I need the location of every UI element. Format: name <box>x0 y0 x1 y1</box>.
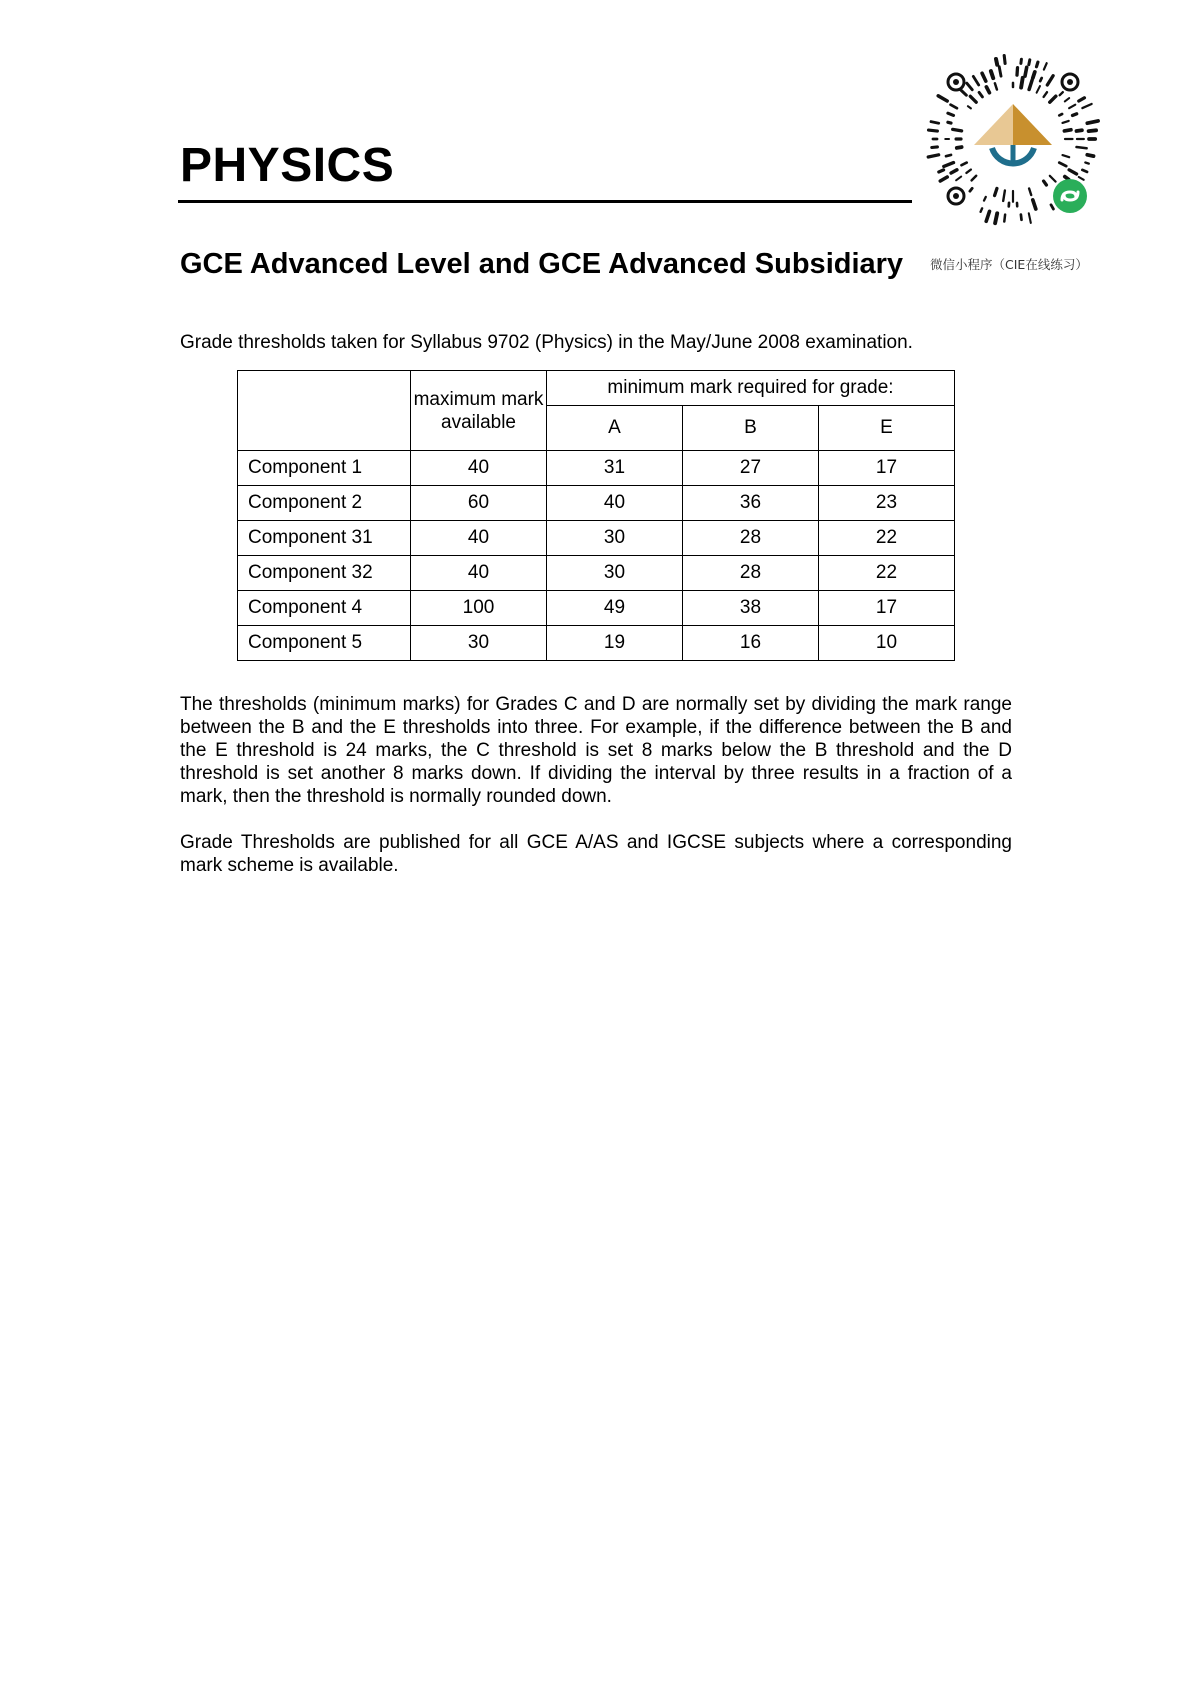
component-name: Component 5 <box>238 626 411 661</box>
qr-ray <box>1082 170 1087 172</box>
qr-ray <box>1085 163 1089 164</box>
qr-ray <box>1050 176 1056 182</box>
qr-ray <box>948 122 951 123</box>
max-mark-cell: 40 <box>411 556 547 591</box>
qr-ray <box>1087 121 1098 123</box>
intro-text: Grade thresholds taken for Syllabus 9702 (Physics) in the May/June 2008 examination. <box>180 332 913 353</box>
table-row <box>238 556 955 591</box>
qr-ray <box>1059 114 1062 115</box>
qr-ray <box>973 76 978 85</box>
qr-ray <box>928 155 939 157</box>
qr-ray <box>1050 96 1056 102</box>
qr-ray <box>1029 189 1031 196</box>
component-name: Component 2 <box>238 486 411 521</box>
qr-ray <box>1029 213 1031 223</box>
grade-a-cell: 19 <box>547 626 683 661</box>
grade-a-cell: 30 <box>547 556 683 591</box>
max-mark-cell: 40 <box>411 451 547 486</box>
qr-ray <box>986 87 989 93</box>
qr-ray <box>1087 155 1093 156</box>
table-row <box>238 451 955 486</box>
grade-e-header: E <box>819 406 955 451</box>
qr-ray <box>1060 92 1063 95</box>
qr-ray <box>1082 104 1091 108</box>
qr-ray <box>946 155 951 156</box>
component-name: Component 1 <box>238 451 411 486</box>
qr-ray <box>1003 190 1005 201</box>
grade-e-cell: 22 <box>819 556 955 591</box>
qualification-subtitle: GCE Advanced Level and GCE Advanced Subsidiary <box>180 248 904 280</box>
qr-ray <box>995 83 997 89</box>
grade-b-header: B <box>683 406 819 451</box>
qr-ray <box>938 96 947 101</box>
component-name: Component 32 <box>238 556 411 591</box>
qr-ray <box>968 106 971 108</box>
qr-ray <box>951 105 957 109</box>
max-mark-cell: 30 <box>411 626 547 661</box>
qr-ray <box>962 163 967 166</box>
max-mark-cell: 40 <box>411 521 547 556</box>
grade-b-cell: 28 <box>683 556 819 591</box>
table-row <box>238 591 955 626</box>
grade-e-cell: 22 <box>819 521 955 556</box>
qr-ray <box>1069 170 1077 174</box>
qr-ray <box>1073 114 1077 116</box>
qr-ray <box>1051 205 1053 209</box>
qr-ray <box>956 177 961 181</box>
qr-ray <box>1047 76 1053 85</box>
max-mark-cell: 100 <box>411 591 547 626</box>
qr-ray <box>972 176 977 181</box>
qr-ray <box>1065 98 1069 101</box>
grade-e-cell: 10 <box>819 626 955 661</box>
grade-a-cell: 31 <box>547 451 683 486</box>
qr-ray <box>948 113 954 115</box>
qr-ray <box>1044 181 1047 185</box>
grade-b-cell: 16 <box>683 626 819 661</box>
qr-ray <box>1017 68 1018 75</box>
max-mark-cell: 60 <box>411 486 547 521</box>
qr-ray <box>929 130 938 131</box>
qr-ray <box>1065 177 1069 180</box>
max-mark-header: maximum mark available <box>411 371 547 451</box>
mini-program-qr-code-icon <box>922 48 1104 230</box>
qr-ray <box>1004 56 1005 64</box>
qr-ray <box>960 90 966 96</box>
subject-title: PHYSICS <box>180 139 395 192</box>
qr-ray <box>986 211 989 221</box>
grade-b-cell: 38 <box>683 591 819 626</box>
qr-ray <box>981 208 983 211</box>
component-name: Component 31 <box>238 521 411 556</box>
qr-ray <box>1004 215 1005 222</box>
component-name: Component 4 <box>238 591 411 626</box>
qr-ray <box>944 163 954 167</box>
qr-ray <box>1077 130 1082 131</box>
grade-a-header: A <box>547 406 683 451</box>
empty-header-cell <box>238 371 411 451</box>
qr-ray <box>1079 98 1085 101</box>
qr-caption: 微信小程序（CIE在线练习） <box>930 257 1088 272</box>
qr-ray <box>939 170 944 172</box>
qr-ray <box>1044 63 1047 69</box>
qr-ray <box>991 71 993 78</box>
qr-ray <box>1037 62 1038 66</box>
qr-ray <box>1063 121 1069 123</box>
qr-ray <box>995 213 997 223</box>
qr-ray <box>932 147 938 148</box>
grade-b-cell: 27 <box>683 451 819 486</box>
qr-ray <box>1040 78 1042 81</box>
grade-thresholds-table <box>237 370 955 661</box>
qr-ray <box>1077 147 1087 148</box>
qr-ray <box>1089 130 1097 131</box>
qr-ray <box>951 170 957 173</box>
qr-ray <box>1029 80 1032 89</box>
qr-ray <box>1069 105 1075 109</box>
qr-ray <box>970 96 976 102</box>
qr-ray <box>1029 60 1030 65</box>
qr-ray <box>1059 163 1066 167</box>
qr-ray <box>931 122 939 124</box>
qr-ray <box>1021 215 1022 220</box>
qr-ray <box>1021 78 1023 88</box>
table-row <box>238 521 955 556</box>
qr-ray <box>1033 200 1036 209</box>
table-row <box>238 486 955 521</box>
qr-ray <box>999 67 1001 76</box>
qr-ray <box>982 73 986 81</box>
grade-b-cell: 36 <box>683 486 819 521</box>
qr-ray <box>967 83 972 90</box>
qr-ray <box>1021 59 1022 63</box>
grade-a-cell: 40 <box>547 486 683 521</box>
grade-a-cell: 49 <box>547 591 683 626</box>
qr-ray <box>1044 92 1047 97</box>
table-header-row <box>238 371 955 406</box>
publication-note: Grade Thresholds are published for all GCE A/AS and IGCSE subjects where a corresponding mark scheme is available. <box>180 832 1012 876</box>
qr-ray <box>1033 72 1035 78</box>
grade-e-cell: 17 <box>819 591 955 626</box>
qr-ray <box>1037 86 1040 93</box>
min-mark-header: minimum mark required for grade: <box>547 371 955 406</box>
qr-ray <box>984 197 986 201</box>
qr-ray <box>995 189 997 196</box>
qr-ray <box>940 177 947 181</box>
qr-ray <box>953 129 962 131</box>
qr-ray <box>1025 67 1027 76</box>
qr-ray <box>966 170 971 173</box>
qr-ray <box>1063 155 1070 157</box>
qr-ray <box>979 92 982 97</box>
qr-ray <box>1079 177 1084 180</box>
qr-ray <box>970 188 972 191</box>
qr-ray <box>957 147 962 148</box>
table-row <box>238 626 955 661</box>
grade-e-cell: 23 <box>819 486 955 521</box>
thresholds-explanation: The thresholds (minimum marks) for Grades C and D are normally set by dividing the mark range between the B and the E thresholds into three. For example, if the difference between the B and the E threshold is 24 marks, the C threshold is set 8 marks below the B threshold and the D threshold is set another 8 marks down. If dividing the interval by three results in a fraction of a mark, then the threshold is normally rounded down. <box>180 694 1012 807</box>
grade-e-cell: 17 <box>819 451 955 486</box>
qr-ray <box>1064 130 1071 131</box>
title-rule <box>178 200 912 203</box>
grade-b-cell: 28 <box>683 521 819 556</box>
qr-ray <box>996 59 997 65</box>
grade-a-cell: 30 <box>547 521 683 556</box>
